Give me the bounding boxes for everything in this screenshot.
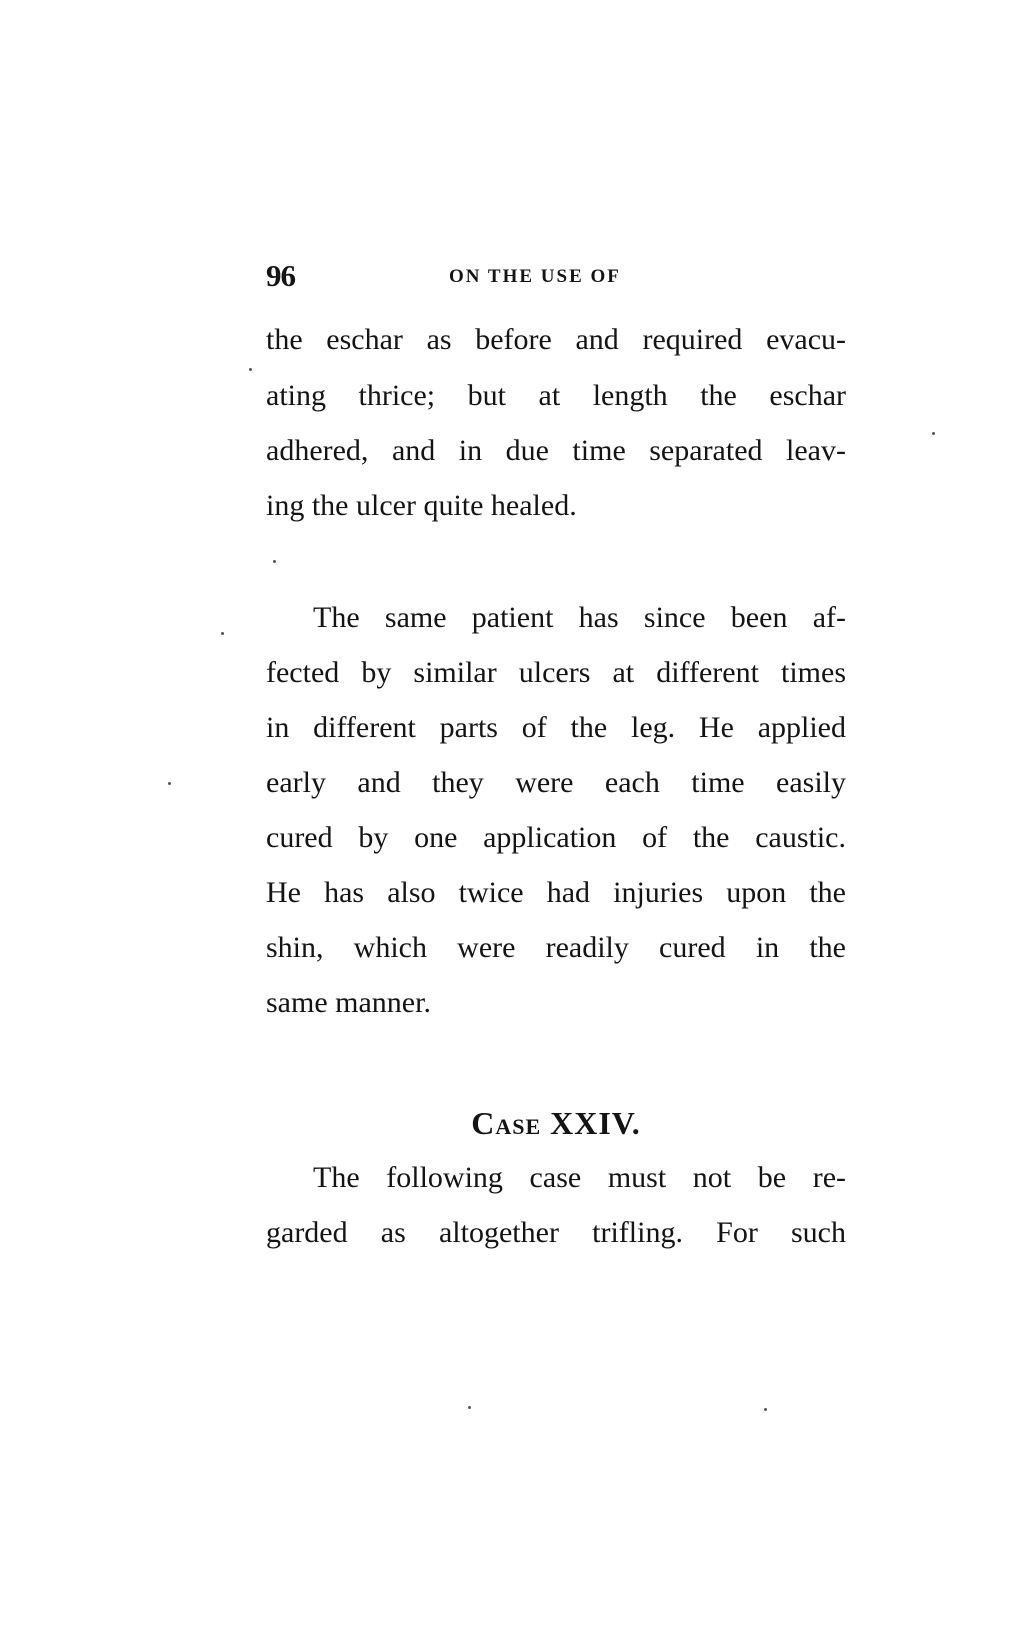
running-title: ON THE USE OF [449,266,621,287]
text-line: garded as altogether trifling. For such [266,1216,846,1249]
running-head [266,258,846,298]
text-line: ing the ulcer quite healed. [266,489,577,522]
scan-speck [168,782,171,785]
text-line: He has also twice had injuries upon the [266,876,846,909]
text-line: in different parts of the leg. He applied [266,711,846,744]
text-line: ating thrice; but at length the eschar [266,379,846,412]
text-line: The same patient has since been af- [313,601,846,634]
text-line: fected by similar ulcers at different times [266,656,846,689]
scan-speck [764,1408,767,1411]
case-heading: Case XXIV. [471,1105,641,1141]
scan-speck [468,1406,471,1409]
scan-speck [932,432,935,435]
scan-speck [249,368,252,371]
scan-speck [221,632,224,635]
scan-speck [273,560,276,563]
text-line: adhered, and in due time separated leav- [266,434,846,467]
text-line: cured by one application of the caustic. [266,821,846,854]
page-number: 96 [266,258,295,293]
text-line: shin, which were readily cured in the [266,931,846,964]
text-line: early and they were each time easily [266,766,846,799]
text-line: same manner. [266,986,431,1019]
text-line: The following case must not be re- [313,1161,846,1194]
text-line: the eschar as before and required evacu- [266,323,846,356]
